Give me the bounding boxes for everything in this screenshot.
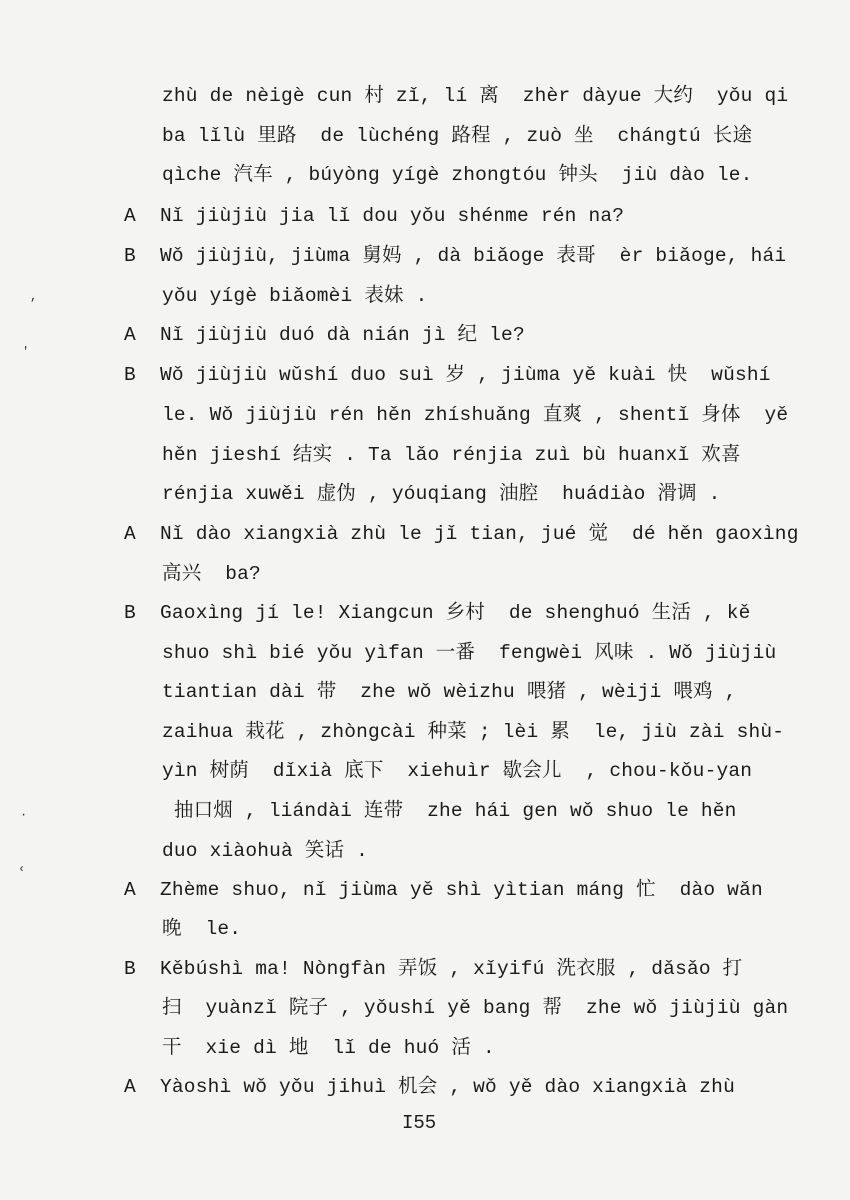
dialogue-continuation: yǒu yígè biǎomèi 表妹 . — [162, 285, 428, 307]
dialogue-continuation: 抽口烟 , liándài 连带 zhe hái gen wǒ shuo le hěn — [162, 800, 737, 822]
scan-speck: ' — [22, 345, 30, 359]
dialogue-continuation: duo xiàohuà 笑话 . — [162, 840, 369, 862]
dialogue-line: Nǐ dào xiangxià zhù le jǐ tian, jué 觉 dé hěn gaoxìng — [160, 523, 799, 545]
dialogue-continuation: zaihua 栽花 , zhòngcài 种菜 ; lèi 累 le, jiù zài shù- — [162, 721, 785, 743]
dialogue-line: Gaoxìng jí le! Xiangcun 乡村 de shenghuó 生活 , kě — [160, 602, 751, 624]
dialogue-continuation: le. Wǒ jiùjiù rén hěn zhíshuǎng 直爽 , shentǐ 身体 yě — [162, 404, 789, 426]
dialogue-line: Wǒ jiùjiù wǔshí duo suì 岁 , jiùma yě kuài 快 wǔshí — [160, 364, 771, 386]
speaker-label: A — [124, 879, 136, 901]
speaker-label: A — [124, 1076, 136, 1098]
speaker-label: B — [124, 958, 136, 980]
dialogue-continuation: 扫 yuànzǐ 院子 , yǒushí yě bang 帮 zhe wǒ jiùjiù gàn — [162, 997, 789, 1019]
dialogue-continuation: tiantian dài 带 zhe wǒ wèizhu 喂猪 , wèiji 喂鸡 , — [162, 681, 737, 703]
dialogue-continuation: shuo shì bié yǒu yìfan 一番 fengwèi 风味 . Wǒ jiùjiù — [162, 642, 777, 664]
dialogue-continuation: 高兴 ba? — [162, 563, 261, 585]
dialogue-line: Nǐ jiùjiù jia lǐ dou yǒu shénme rén na? — [160, 205, 625, 227]
dialogue-continuation: hěn jieshí 结实 . Ta lǎo rénjia zuì bù huanxǐ 欢喜 — [162, 444, 741, 466]
dialogue-continuation: qìche 汽车 , búyòng yígè zhongtóu 钟头 jiù dào le. — [162, 164, 753, 186]
speaker-label: B — [124, 245, 136, 267]
speaker-label: B — [124, 364, 136, 386]
dialogue-continuation: 干 xie dì 地 lǐ de huó 活 . — [162, 1037, 495, 1059]
scan-speck: · — [20, 808, 28, 822]
dialogue-continuation: zhù de nèigè cun 村 zǐ, lí 离 zhèr dàyue 大约 yǒu qi — [162, 85, 789, 107]
dialogue-line: Nǐ jiùjiù duó dà nián jì 纪 le? — [160, 324, 525, 346]
speaker-label: A — [124, 205, 136, 227]
page-number: I55 — [402, 1112, 437, 1134]
dialogue-line: Zhème shuo, nǐ jiùma yě shì yìtian máng 忙 dào wǎn — [160, 879, 763, 901]
speaker-label: A — [124, 523, 136, 545]
dialogue-line: Yàoshì wǒ yǒu jihuì 机会 , wǒ yě dào xiangxià zhù — [160, 1076, 735, 1098]
speaker-label: A — [124, 324, 136, 346]
scan-speck: ‹ — [18, 862, 26, 876]
dialogue-continuation: 晚 le. — [162, 918, 242, 940]
dialogue-continuation: rénjia xuwěi 虚伪 , yóuqiang 油腔 huádiào 滑调 . — [162, 483, 721, 505]
dialogue-line: Wǒ jiùjiù, jiùma 舅妈 , dà biǎoge 表哥 èr biǎoge, hái — [160, 245, 787, 267]
dialogue-continuation: yìn 树荫 dǐxià 底下 xiehuìr 歇会儿 , chou-kǒu-yan — [162, 760, 753, 782]
scan-speck: , — [30, 290, 38, 304]
dialogue-line: Kěbúshì ma! Nòngfàn 弄饭 , xǐyifú 洗衣服 , dǎsǎo 打 — [160, 958, 743, 980]
speaker-label: B — [124, 602, 136, 624]
dialogue-continuation: ba lǐlù 里路 de lùchéng 路程 , zuò 坐 chángtú 长途 — [162, 125, 753, 147]
